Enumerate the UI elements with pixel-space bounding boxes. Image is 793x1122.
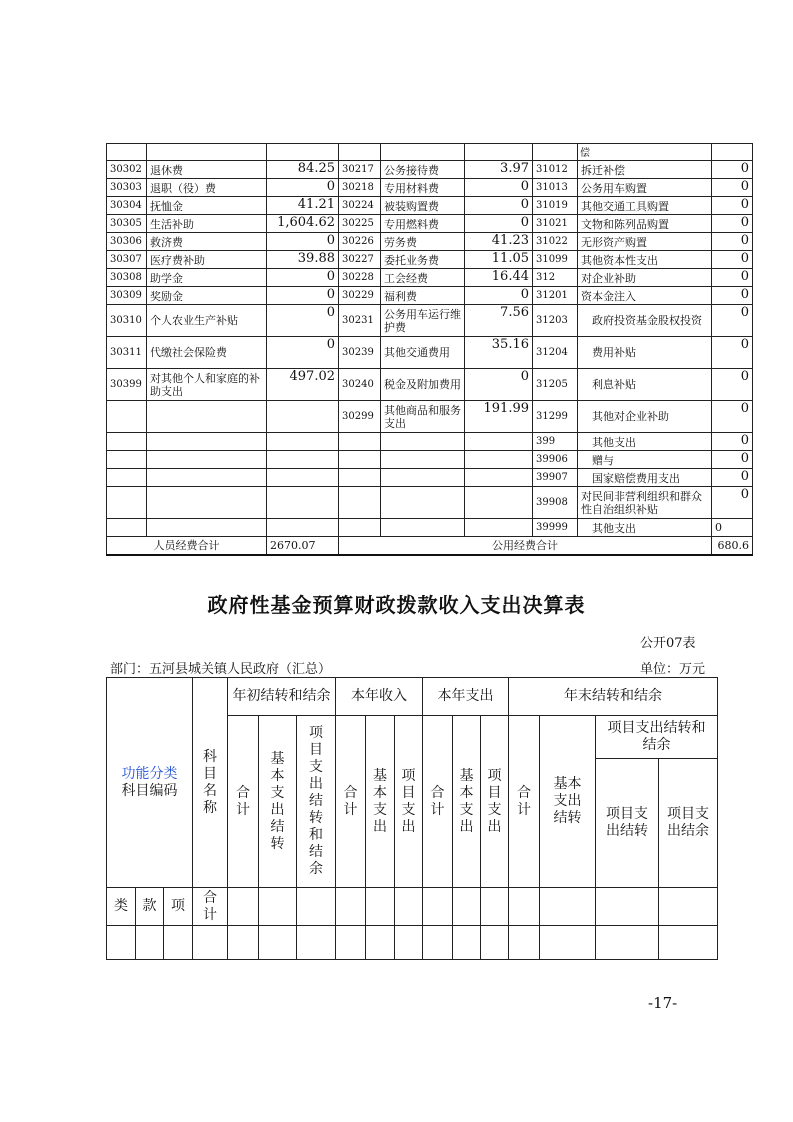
code-cell: 31013 bbox=[533, 179, 578, 197]
value-cell: 0 bbox=[267, 337, 339, 369]
value-cell: 0 bbox=[267, 287, 339, 305]
code-cell: 30217 bbox=[339, 161, 381, 179]
code-cell: 30309 bbox=[107, 287, 147, 305]
function-class-header bbox=[107, 678, 193, 888]
code-cell: 31203 bbox=[533, 305, 578, 337]
code-cell: 30304 bbox=[107, 197, 147, 215]
value-cell bbox=[267, 401, 339, 433]
value-cell: 16.44 bbox=[465, 269, 533, 287]
xiang-header: 项 bbox=[164, 888, 193, 926]
code-cell: 31022 bbox=[533, 233, 578, 251]
value-cell: 11.05 bbox=[465, 251, 533, 269]
value-cell: 39.88 bbox=[267, 251, 339, 269]
name-cell: 奖励金 bbox=[147, 287, 267, 305]
unit-label: 单位：万元 bbox=[640, 662, 706, 677]
func-class-label: 功能分类 bbox=[121, 765, 178, 782]
public-total-label: 公用经费合计 bbox=[339, 537, 712, 555]
value-cell: 497.02 bbox=[267, 369, 339, 401]
table-row bbox=[107, 233, 753, 251]
table-row bbox=[107, 287, 753, 305]
table-row bbox=[107, 469, 753, 487]
value-cell: 0 bbox=[712, 287, 753, 305]
opening-basic-header: 基本支出结转 bbox=[259, 716, 297, 888]
code-cell: 31299 bbox=[533, 401, 578, 433]
value-cell: 0 bbox=[712, 401, 753, 433]
name-cell: 其他交通工具购置 bbox=[578, 197, 712, 215]
name-cell: 退职（役）费 bbox=[147, 179, 267, 197]
subject-name-header: 科目名称 bbox=[193, 678, 228, 888]
name-cell: 其他商品和服务支出 bbox=[381, 401, 465, 433]
expense-project-header: 项目支出 bbox=[481, 716, 509, 888]
table-row bbox=[107, 215, 753, 233]
value-cell: 0 bbox=[712, 519, 753, 537]
personnel-total-label: 人员经费合计 bbox=[107, 537, 267, 555]
code-cell: 30303 bbox=[107, 179, 147, 197]
code-cell: 30308 bbox=[107, 269, 147, 287]
name-cell: 对其他个人和家庭的补助支出 bbox=[147, 369, 267, 401]
total-row-label: 合计 bbox=[193, 888, 228, 926]
value-cell: 0 bbox=[465, 215, 533, 233]
fund-budget-table bbox=[106, 677, 718, 960]
value-cell: 0 bbox=[465, 287, 533, 305]
name-cell: 无形资产购置 bbox=[578, 233, 712, 251]
name-cell bbox=[147, 401, 267, 433]
name-cell: 委托业务费 bbox=[381, 251, 465, 269]
table-row bbox=[107, 305, 753, 337]
opening-total-header: 合计 bbox=[228, 716, 259, 888]
value-cell: 0 bbox=[712, 197, 753, 215]
code-cell: 31099 bbox=[533, 251, 578, 269]
name-cell: 其他支出 bbox=[578, 519, 712, 537]
code-cell: 39908 bbox=[533, 487, 578, 519]
name-cell: 公务用车运行维护费 bbox=[381, 305, 465, 337]
value-cell: 3.97 bbox=[465, 161, 533, 179]
table-row bbox=[107, 269, 753, 287]
name-cell: 专用燃料费 bbox=[381, 215, 465, 233]
page-number: -17- bbox=[648, 994, 678, 1012]
code-cell: 39906 bbox=[533, 451, 578, 469]
code-cell: 30226 bbox=[339, 233, 381, 251]
name-cell: 对民间非营利组织和群众性自治组织补贴 bbox=[578, 487, 712, 519]
name-cell: 其他支出 bbox=[578, 433, 712, 451]
name-cell: 利息补贴 bbox=[578, 369, 712, 401]
code-cell: 30231 bbox=[339, 305, 381, 337]
value-cell: 0 bbox=[465, 369, 533, 401]
value-cell: 0 bbox=[712, 233, 753, 251]
closing-header: 年末结转和结余 bbox=[509, 678, 718, 716]
name-cell: 文物和陈列品购置 bbox=[578, 215, 712, 233]
table-row bbox=[107, 451, 753, 469]
code-cell: 30305 bbox=[107, 215, 147, 233]
table-row bbox=[107, 161, 753, 179]
code-cell: 31204 bbox=[533, 337, 578, 369]
closing-project-surplus-header: 项目支出结余 bbox=[659, 759, 718, 888]
closing-project-header: 项目支出结转和结余 bbox=[596, 716, 718, 759]
name-cell: 工会经费 bbox=[381, 269, 465, 287]
name-cell: 助学金 bbox=[147, 269, 267, 287]
name-cell: 公务用车购置 bbox=[578, 179, 712, 197]
value-cell: 0 bbox=[267, 179, 339, 197]
name-cell: 抚恤金 bbox=[147, 197, 267, 215]
code-cell: 31205 bbox=[533, 369, 578, 401]
code-cell: 30239 bbox=[339, 337, 381, 369]
value-cell: 0 bbox=[712, 433, 753, 451]
name-cell: 被装购置费 bbox=[381, 197, 465, 215]
code-cell: 31201 bbox=[533, 287, 578, 305]
income-basic-header: 基本支出 bbox=[366, 716, 395, 888]
table-row bbox=[107, 433, 753, 451]
lei-header: 类 bbox=[107, 888, 136, 926]
subject-code-label: 科目编码 bbox=[121, 782, 178, 799]
name-cell: 退休费 bbox=[147, 161, 267, 179]
name-cell: 福利费 bbox=[381, 287, 465, 305]
income-project-header: 项目支出 bbox=[395, 716, 423, 888]
name-cell: 劳务费 bbox=[381, 233, 465, 251]
public-total-value: 680.6 bbox=[712, 537, 753, 555]
value-cell: 0 bbox=[267, 269, 339, 287]
value-cell: 191.99 bbox=[465, 401, 533, 433]
value-cell: 1,604.62 bbox=[267, 215, 339, 233]
code-cell: 30311 bbox=[107, 337, 147, 369]
code-cell: 30307 bbox=[107, 251, 147, 269]
code-cell: 312 bbox=[533, 269, 578, 287]
expense-header: 本年支出 bbox=[423, 678, 509, 716]
name-cell: 税金及附加费用 bbox=[381, 369, 465, 401]
value-cell: 0 bbox=[712, 215, 753, 233]
name-cell: 对企业补助 bbox=[578, 269, 712, 287]
value-cell: 0 bbox=[712, 251, 753, 269]
code-cell: 399 bbox=[533, 433, 578, 451]
name-cell: 拆迁补偿 bbox=[578, 161, 712, 179]
value-cell: 0 bbox=[712, 305, 753, 337]
value-cell: 7.56 bbox=[465, 305, 533, 337]
value-cell: 0 bbox=[712, 269, 753, 287]
value-cell: 0 bbox=[465, 197, 533, 215]
name-cell: 其他资本性支出 bbox=[578, 251, 712, 269]
name-cell: 国家赔偿费用支出 bbox=[578, 469, 712, 487]
value-cell: 0 bbox=[267, 305, 339, 337]
code-cell: 30399 bbox=[107, 369, 147, 401]
closing-basic-header: 基本支出结转 bbox=[540, 716, 596, 888]
name-cell: 个人农业生产补贴 bbox=[147, 305, 267, 337]
name-cell: 公务接待费 bbox=[381, 161, 465, 179]
value-cell: 84.25 bbox=[267, 161, 339, 179]
code-cell: 30229 bbox=[339, 287, 381, 305]
value-cell: 0 bbox=[712, 337, 753, 369]
empty-data-row bbox=[107, 926, 718, 960]
code-cell: 30306 bbox=[107, 233, 147, 251]
value-cell: 0 bbox=[712, 369, 753, 401]
code-cell: 30227 bbox=[339, 251, 381, 269]
code-cell: 30218 bbox=[339, 179, 381, 197]
code-cell: 31021 bbox=[533, 215, 578, 233]
table-row bbox=[107, 251, 753, 269]
value-cell: 41.21 bbox=[267, 197, 339, 215]
name-cell: 救济费 bbox=[147, 233, 267, 251]
name-cell: 生活补助 bbox=[147, 215, 267, 233]
closing-project-carry-header: 项目支出结转 bbox=[596, 759, 659, 888]
table-row bbox=[107, 487, 753, 519]
department-label: 部门：五河县城关镇人民政府（汇总） bbox=[110, 662, 332, 677]
value-cell: 0 bbox=[267, 233, 339, 251]
code-cell: 31012 bbox=[533, 161, 578, 179]
name-cell: 其他交通费用 bbox=[381, 337, 465, 369]
page-title: 政府性基金预算财政拨款收入支出决算表 bbox=[207, 593, 586, 617]
name-cell: 偿 bbox=[578, 144, 712, 161]
name-cell: 资本金注入 bbox=[578, 287, 712, 305]
personnel-total-value: 2670.07 bbox=[267, 537, 339, 555]
code-cell: 30310 bbox=[107, 305, 147, 337]
code-cell: 31019 bbox=[533, 197, 578, 215]
code-cell: 30224 bbox=[339, 197, 381, 215]
upper-expense-table bbox=[106, 143, 753, 556]
code-cell: 39999 bbox=[533, 519, 578, 537]
value-cell: 0 bbox=[712, 487, 753, 519]
expense-total-header: 合计 bbox=[423, 716, 453, 888]
code-cell: 30302 bbox=[107, 161, 147, 179]
table-row bbox=[107, 179, 753, 197]
value-cell: 35.16 bbox=[465, 337, 533, 369]
name-cell: 代缴社会保险费 bbox=[147, 337, 267, 369]
expense-basic-header: 基本支出 bbox=[453, 716, 481, 888]
opening-project-header: 项目支出结转和结余 bbox=[297, 716, 336, 888]
code-cell: 30240 bbox=[339, 369, 381, 401]
name-cell: 医疗费补助 bbox=[147, 251, 267, 269]
name-cell: 费用补贴 bbox=[578, 337, 712, 369]
code-cell: 30299 bbox=[339, 401, 381, 433]
value-cell: 0 bbox=[712, 161, 753, 179]
value-cell: 0 bbox=[712, 179, 753, 197]
code-cell: 30225 bbox=[339, 215, 381, 233]
code-cell: 30228 bbox=[339, 269, 381, 287]
code-cell: 39907 bbox=[533, 469, 578, 487]
table-row bbox=[107, 401, 753, 433]
table-row bbox=[107, 519, 753, 537]
name-cell: 专用材料费 bbox=[381, 179, 465, 197]
opening-header: 年初结转和结余 bbox=[228, 678, 336, 716]
kuan-header: 款 bbox=[136, 888, 164, 926]
name-cell: 政府投资基金股权投资 bbox=[578, 305, 712, 337]
closing-total-header: 合计 bbox=[509, 716, 540, 888]
form-number: 公开07表 bbox=[640, 636, 696, 651]
code-cell bbox=[107, 401, 147, 433]
value-cell: 0 bbox=[712, 451, 753, 469]
value-cell: 0 bbox=[712, 469, 753, 487]
value-cell: 0 bbox=[465, 179, 533, 197]
table-row bbox=[107, 337, 753, 369]
table-row bbox=[107, 369, 753, 401]
table-row bbox=[107, 197, 753, 215]
name-cell: 赠与 bbox=[578, 451, 712, 469]
value-cell: 41.23 bbox=[465, 233, 533, 251]
income-total-header: 合计 bbox=[336, 716, 366, 888]
table-row bbox=[107, 144, 753, 161]
totals-row bbox=[107, 537, 753, 555]
name-cell: 其他对企业补助 bbox=[578, 401, 712, 433]
income-header: 本年收入 bbox=[336, 678, 423, 716]
